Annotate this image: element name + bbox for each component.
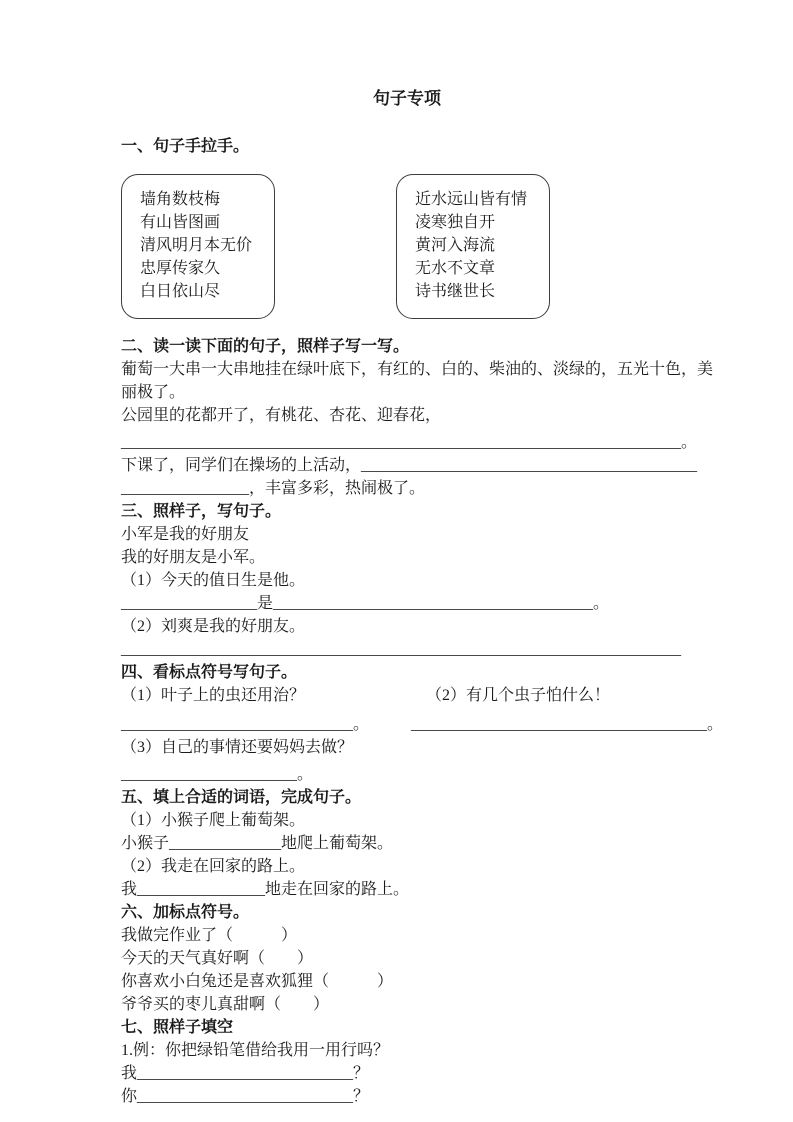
section-1-heading: 一、句子手拉手。 bbox=[121, 138, 250, 155]
answer-blank: ______________________。 bbox=[121, 766, 314, 783]
section-3-heading: 三、照样子，写句子。 bbox=[121, 503, 282, 520]
punctuation-item: 你喜欢小白兔还是喜欢狐狸（ ） bbox=[121, 973, 394, 990]
poem-line: 凌寒独自开 bbox=[415, 214, 496, 231]
answer-blank: 你___________________________？ bbox=[121, 1088, 370, 1105]
section-2-heading: 二、读一读下面的句子，照样子写一写。 bbox=[121, 338, 410, 355]
section-1 bbox=[121, 135, 723, 319]
exercise-text: （2）我走在回家的路上。 bbox=[121, 858, 306, 875]
poem-line: 白日依山尽 bbox=[140, 283, 221, 300]
section-4 bbox=[121, 661, 723, 786]
poem-line: 黄河入海流 bbox=[415, 237, 496, 254]
answer-blank: 我___________________________？ bbox=[121, 1065, 370, 1082]
section-7 bbox=[121, 1016, 723, 1108]
answer-line: 我________________地走在回家的路上。 bbox=[121, 881, 410, 898]
poem-boxes bbox=[121, 174, 723, 319]
answer-blank: ______________________________________________________________________ bbox=[121, 641, 681, 658]
answer-line: 小猴子______________地爬上葡萄架。 bbox=[121, 835, 394, 852]
section-4-heading: 四、看标点符号写句子。 bbox=[121, 664, 298, 681]
example-sentence: 1.例：你把绿铅笔借给我用一用行吗？ bbox=[121, 1042, 390, 1059]
example-sentence: 我的好朋友是小军。 bbox=[121, 549, 266, 566]
answer-blank: _____________________________________。 bbox=[410, 716, 723, 733]
exercise-text: （1）小猴子爬上葡萄架。 bbox=[121, 812, 306, 829]
poem-line: 忠厚传家久 bbox=[140, 260, 221, 277]
poem-line: 墙角数枝梅 bbox=[140, 191, 221, 208]
answer-blank: _____________________________。 bbox=[121, 716, 370, 733]
exercise-text: （2）有几个虫子怕什么！ bbox=[426, 687, 611, 704]
exercise-text: 下课了，同学们在操场的上活动，__________________________________________ bbox=[121, 457, 698, 474]
section-7-heading: 七、照样子填空 bbox=[121, 1019, 234, 1036]
section-2 bbox=[121, 335, 723, 500]
exercise-text: （2）刘爽是我的好朋友。 bbox=[121, 618, 306, 635]
section-3 bbox=[121, 500, 723, 661]
answer-row bbox=[121, 713, 723, 736]
poem-line: 清风明月本无价 bbox=[140, 237, 253, 254]
section-6-heading: 六、加标点符号。 bbox=[121, 904, 250, 921]
poem-line: 有山皆图画 bbox=[140, 214, 221, 231]
answer-blank: _________________是________________________________________。 bbox=[121, 595, 610, 612]
exercise-text: 公园里的花都开了，有桃花、杏花、迎春花， bbox=[121, 407, 442, 424]
section-5 bbox=[121, 786, 723, 901]
poem-box-left bbox=[121, 174, 275, 319]
poem-box-right bbox=[396, 174, 550, 319]
answer-blank: ______________________________________________________________________。 bbox=[121, 434, 697, 451]
exercise-text: （1）叶子上的虫还用治？ bbox=[121, 687, 306, 704]
exercise-text: （1）今天的值日生是他。 bbox=[121, 572, 306, 589]
punctuation-item: 爷爷买的枣儿真甜啊（ ） bbox=[121, 996, 330, 1013]
punctuation-item: 我做完作业了（ ） bbox=[121, 927, 298, 944]
section-5-heading: 五、填上合适的词语，完成句子。 bbox=[121, 789, 362, 806]
answer-blank: ________________，丰富多彩，热闹极了。 bbox=[121, 480, 426, 497]
example-sentence: 葡萄一大串一大串地挂在绿叶底下，有红的、白的、柴油的、淡绿的，五光十色，美丽极了。 bbox=[121, 361, 714, 401]
punctuation-item: 今天的天气真好啊（ ） bbox=[121, 950, 314, 967]
page-title: 句子专项 bbox=[373, 89, 441, 108]
example-sentence: 小军是我的好朋友 bbox=[121, 526, 250, 543]
poem-line: 诗书继世长 bbox=[415, 283, 496, 300]
poem-line: 无水不文章 bbox=[415, 260, 496, 277]
section-6 bbox=[121, 901, 723, 1016]
exercise-text: （3）自己的事情还要妈妈去做？ bbox=[121, 739, 354, 756]
poem-line: 近水远山皆有情 bbox=[415, 191, 528, 208]
question-row bbox=[121, 684, 723, 707]
